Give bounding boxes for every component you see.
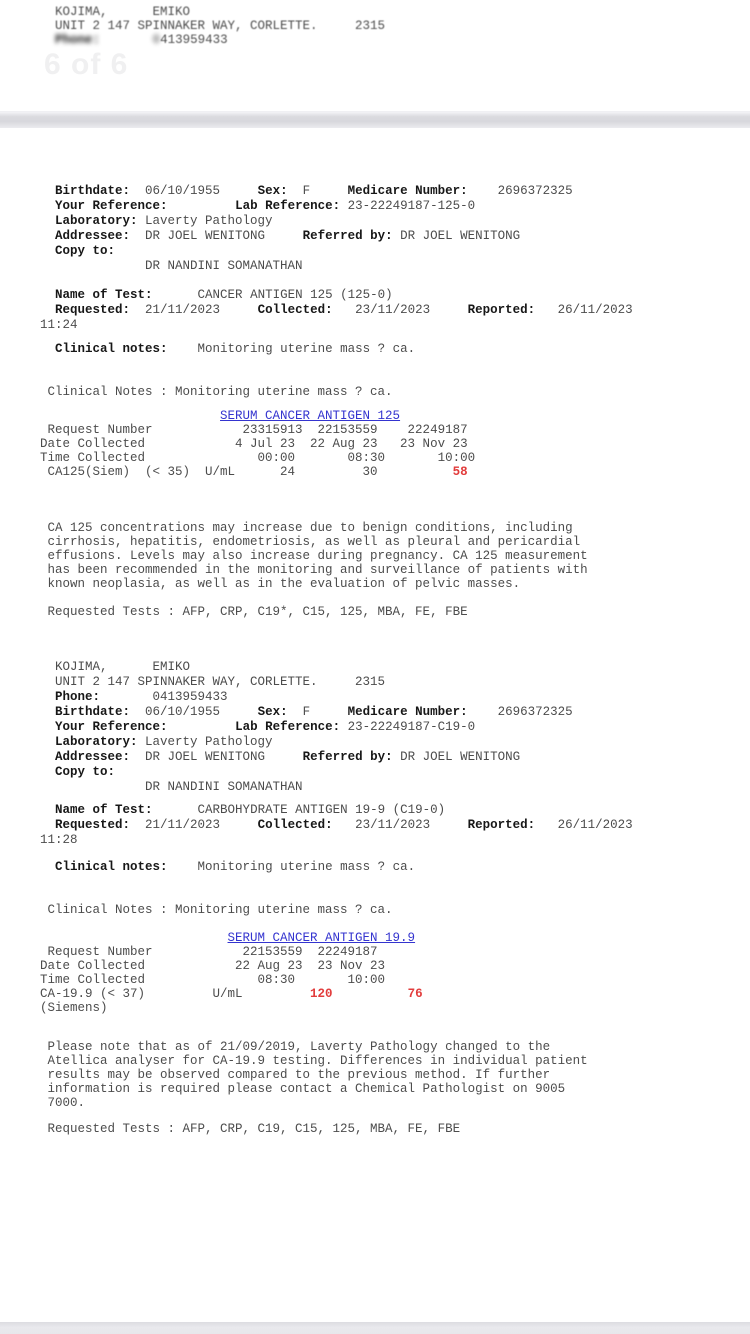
text-segment xyxy=(168,199,236,213)
text-segment xyxy=(40,303,55,317)
report-line xyxy=(40,750,750,765)
report-line xyxy=(40,521,750,535)
text-segment: 26/11/2023 xyxy=(535,303,633,317)
text-segment: Copy to: xyxy=(55,765,116,779)
text-segment: 2696372325 xyxy=(467,705,573,719)
patient-header-1 xyxy=(40,184,750,274)
serum-ca125-link[interactable]: SERUM CANCER ANTIGEN 125 xyxy=(220,409,401,423)
report-line xyxy=(40,660,750,675)
text-segment xyxy=(40,931,228,945)
text-segment: Request Number 23315913 22153559 22249187 xyxy=(40,423,468,437)
text-segment: 0413959433 xyxy=(100,690,228,704)
report-line xyxy=(40,735,750,750)
text-segment: Referred by: xyxy=(302,750,393,764)
text-segment: Sex: xyxy=(257,184,288,198)
text-segment xyxy=(40,750,55,764)
report-line xyxy=(40,259,750,274)
text-segment: 06/10/1955 xyxy=(130,184,258,198)
text-segment: DR JOEL WENITONG xyxy=(392,229,521,243)
text-segment: Lab Reference: xyxy=(235,199,341,213)
text-segment: 06/10/1955 xyxy=(130,705,258,719)
text-segment: UNIT 2 147 SPINNAKER WAY, CORLETTE. 2315 xyxy=(40,19,386,33)
text-segment: CA 125 concentrations may increase due to benign conditions, including xyxy=(40,521,573,535)
text-segment: Sex: xyxy=(257,705,288,719)
report-line xyxy=(40,1096,750,1110)
text-segment: CA125(Siem) (< 35) U/mL 24 30 xyxy=(40,465,453,479)
text-segment: information is required please contact a Chemical Pathologist on 9005 xyxy=(40,1082,566,1096)
result-table-ca125 xyxy=(40,409,750,479)
report-line xyxy=(40,1040,750,1054)
report-line xyxy=(40,720,750,735)
report-line xyxy=(40,199,750,214)
text-segment: 11:28 xyxy=(40,833,78,847)
report-line xyxy=(40,705,750,720)
text-segment: 7000. xyxy=(40,1096,86,1110)
report-line xyxy=(40,765,750,780)
report-line xyxy=(40,318,750,333)
text-segment: 23/11/2023 xyxy=(332,303,468,317)
text-segment: KOJIMA, EMIKO xyxy=(40,5,191,19)
text-segment: Lab Reference: xyxy=(235,720,341,734)
text-segment: UNIT 2 147 SPINNAKER WAY, CORLETTE. 2315 xyxy=(40,675,386,689)
page-separator-band xyxy=(0,111,750,128)
page-number-watermark: 6 of 6 xyxy=(44,48,129,81)
text-segment: 413959433 xyxy=(160,33,228,47)
text-segment: 26/11/2023 xyxy=(535,818,633,832)
text-segment: Laverty Pathology xyxy=(137,735,273,749)
report-line xyxy=(40,549,750,563)
text-segment: DR JOEL WENITONG xyxy=(130,750,303,764)
text-segment: Collected: xyxy=(257,818,333,832)
report-line xyxy=(40,214,750,229)
bottom-page-separator-band xyxy=(0,1322,750,1334)
text-segment: effusions. Levels may also increase during pregnancy. CA 125 measurement xyxy=(40,549,588,563)
report-line xyxy=(40,563,750,577)
text-segment: Birthdate: xyxy=(55,184,131,198)
abnormal-ca199-value-2: 76 xyxy=(407,987,423,1001)
text-segment: cirrhosis, hepatitis, endometriosis, as well as pleural and pericardial xyxy=(40,535,581,549)
text-segment: 23-22249187-125-0 xyxy=(340,199,476,213)
result-table-ca199 xyxy=(40,931,750,1015)
text-segment: Requested: xyxy=(55,303,131,317)
report-line xyxy=(40,303,750,318)
text-segment xyxy=(40,818,55,832)
text-segment: F xyxy=(287,184,348,198)
text-segment: Medicare Number: xyxy=(347,184,468,198)
report-line xyxy=(40,803,750,818)
report-line xyxy=(40,437,750,451)
report-line xyxy=(40,535,750,549)
text-segment xyxy=(40,33,55,47)
text-segment: Birthdate: xyxy=(55,705,131,719)
text-segment: Date Collected 4 Jul 23 22 Aug 23 23 Nov 23 xyxy=(40,437,468,451)
test-meta-1 xyxy=(40,288,750,333)
text-segment: DR NANDINI SOMANATHAN xyxy=(40,259,303,273)
text-segment: Laboratory: xyxy=(55,214,138,228)
text-segment xyxy=(40,184,55,198)
text-segment: Collected: xyxy=(257,303,333,317)
text-segment xyxy=(100,33,153,47)
text-segment xyxy=(40,214,55,228)
text-segment: CANCER ANTIGEN 125 (125-0) xyxy=(152,288,393,302)
text-segment xyxy=(40,720,55,734)
text-segment: Laboratory: xyxy=(55,735,138,749)
report-line xyxy=(40,465,750,479)
report-line xyxy=(40,818,750,833)
text-segment xyxy=(40,860,55,874)
report-line xyxy=(40,903,750,918)
text-segment: 11:24 xyxy=(40,318,78,332)
clinical-notes-2 xyxy=(40,860,750,875)
report-line xyxy=(40,860,750,875)
text-segment: Referred by: xyxy=(302,229,393,243)
text-segment xyxy=(40,735,55,749)
redacted-phone-label: Phone: xyxy=(55,33,101,47)
report-line xyxy=(40,973,750,987)
text-segment: Clinical notes: xyxy=(55,860,168,874)
report-line xyxy=(40,833,750,848)
report-line xyxy=(40,690,750,705)
text-segment: Atellica analyser for CA-19.9 testing. Differences in individual patient xyxy=(40,1054,588,1068)
text-segment: Your Reference: xyxy=(55,199,168,213)
text-segment: KOJIMA, EMIKO xyxy=(40,660,191,674)
report-line xyxy=(40,1068,750,1082)
text-segment: 21/11/2023 xyxy=(130,818,258,832)
prev-page-footer xyxy=(40,5,750,47)
text-segment: DR NANDINI SOMANATHAN xyxy=(40,780,303,794)
text-segment: known neoplasia, as well as in the evaluation of pelvic masses. xyxy=(40,577,521,591)
report-line xyxy=(40,605,750,619)
report-line xyxy=(40,342,750,357)
text-segment: Name of Test: xyxy=(55,288,153,302)
abnormal-ca125-value: 58 xyxy=(452,465,468,479)
text-segment: CA-19.9 (< 37) U/mL xyxy=(40,987,311,1001)
report-line xyxy=(40,244,750,259)
text-segment xyxy=(40,199,55,213)
text-segment xyxy=(40,409,220,423)
text-segment: Clinical notes: xyxy=(55,342,168,356)
report-line xyxy=(40,423,750,437)
text-segment: has been recommended in the monitoring and surveillance of patients with xyxy=(40,563,588,577)
text-segment: F xyxy=(287,705,348,719)
text-segment: 2696372325 xyxy=(467,184,573,198)
text-segment: Date Collected 22 Aug 23 23 Nov 23 xyxy=(40,959,386,973)
text-segment: Name of Test: xyxy=(55,803,153,817)
report-line xyxy=(40,229,750,244)
text-segment xyxy=(40,244,55,258)
report-line xyxy=(40,1054,750,1068)
text-segment: Time Collected 08:30 10:00 xyxy=(40,973,386,987)
text-segment: 21/11/2023 xyxy=(130,303,258,317)
text-segment: Monitoring uterine mass ? ca. xyxy=(167,342,416,356)
serum-ca199-link[interactable]: SERUM CANCER ANTIGEN 19.9 xyxy=(227,931,416,945)
text-segment: Reported: xyxy=(467,303,536,317)
report-line xyxy=(40,184,750,199)
clinical-notes-plain-2 xyxy=(40,903,750,918)
text-segment: (Siemens) xyxy=(40,1001,108,1015)
text-segment: CARBOHYDRATE ANTIGEN 19-9 (C19-0) xyxy=(152,803,446,817)
text-segment: Time Collected 00:00 08:30 10:00 xyxy=(40,451,476,465)
text-segment xyxy=(40,342,55,356)
text-segment xyxy=(333,987,408,1001)
interpretation-ca199 xyxy=(40,1040,750,1110)
clinical-notes-1 xyxy=(40,342,750,357)
report-line xyxy=(40,959,750,973)
text-segment: Please note that as of 21/09/2019, Laverty Pathology changed to the xyxy=(40,1040,551,1054)
redacted-phone-digit: 0 xyxy=(152,33,161,47)
report-line xyxy=(40,288,750,303)
text-segment xyxy=(40,690,55,704)
text-segment: Requested: xyxy=(55,818,131,832)
report-line xyxy=(40,409,750,423)
text-segment xyxy=(40,229,55,243)
text-segment: DR JOEL WENITONG xyxy=(130,229,303,243)
requested-tests-1 xyxy=(40,605,750,619)
test-meta-2 xyxy=(40,803,750,848)
text-segment: 23/11/2023 xyxy=(332,818,468,832)
clinical-notes-plain-1 xyxy=(40,385,750,400)
text-segment: Phone: xyxy=(55,690,101,704)
report-line xyxy=(40,577,750,591)
text-segment: Request Number 22153559 22249187 xyxy=(40,945,378,959)
text-segment: DR JOEL WENITONG xyxy=(392,750,521,764)
report-line xyxy=(40,780,750,795)
report-line xyxy=(40,987,750,1001)
text-segment: results may be observed compared to the previous method. If further xyxy=(40,1068,551,1082)
text-segment xyxy=(40,705,55,719)
report-line xyxy=(40,5,750,19)
abnormal-ca199-value-1: 120 xyxy=(310,987,333,1001)
text-segment: 23-22249187-C19-0 xyxy=(340,720,476,734)
text-segment: Requested Tests : AFP, CRP, C19, C15, 125, MBA, FE, FBE xyxy=(40,1122,461,1136)
text-segment: Copy to: xyxy=(55,244,116,258)
report-line xyxy=(40,451,750,465)
text-segment xyxy=(40,803,55,817)
text-segment: Requested Tests : AFP, CRP, C19*, C15, 125, MBA, FE, FBE xyxy=(40,605,468,619)
report-line xyxy=(40,945,750,959)
text-segment: Clinical Notes : Monitoring uterine mass ? ca. xyxy=(40,385,393,399)
text-segment: Addressee: xyxy=(55,229,131,243)
text-segment: Monitoring uterine mass ? ca. xyxy=(167,860,416,874)
report-line xyxy=(40,675,750,690)
text-segment: Your Reference: xyxy=(55,720,168,734)
text-segment: Reported: xyxy=(467,818,536,832)
text-segment: Clinical Notes : Monitoring uterine mass ? ca. xyxy=(40,903,393,917)
text-segment: Addressee: xyxy=(55,750,131,764)
report-line xyxy=(40,33,750,47)
text-segment: Laverty Pathology xyxy=(137,214,273,228)
report-line xyxy=(40,931,750,945)
text-segment: Medicare Number: xyxy=(347,705,468,719)
text-segment xyxy=(40,765,55,779)
report-line xyxy=(40,1001,750,1015)
report-line xyxy=(40,1082,750,1096)
requested-tests-2 xyxy=(40,1122,750,1136)
patient-header-2 xyxy=(40,660,750,795)
text-segment xyxy=(40,288,55,302)
report-line xyxy=(40,1122,750,1136)
report-line xyxy=(40,385,750,400)
text-segment xyxy=(168,720,236,734)
report-line xyxy=(40,19,750,33)
interpretation-ca125 xyxy=(40,521,750,591)
